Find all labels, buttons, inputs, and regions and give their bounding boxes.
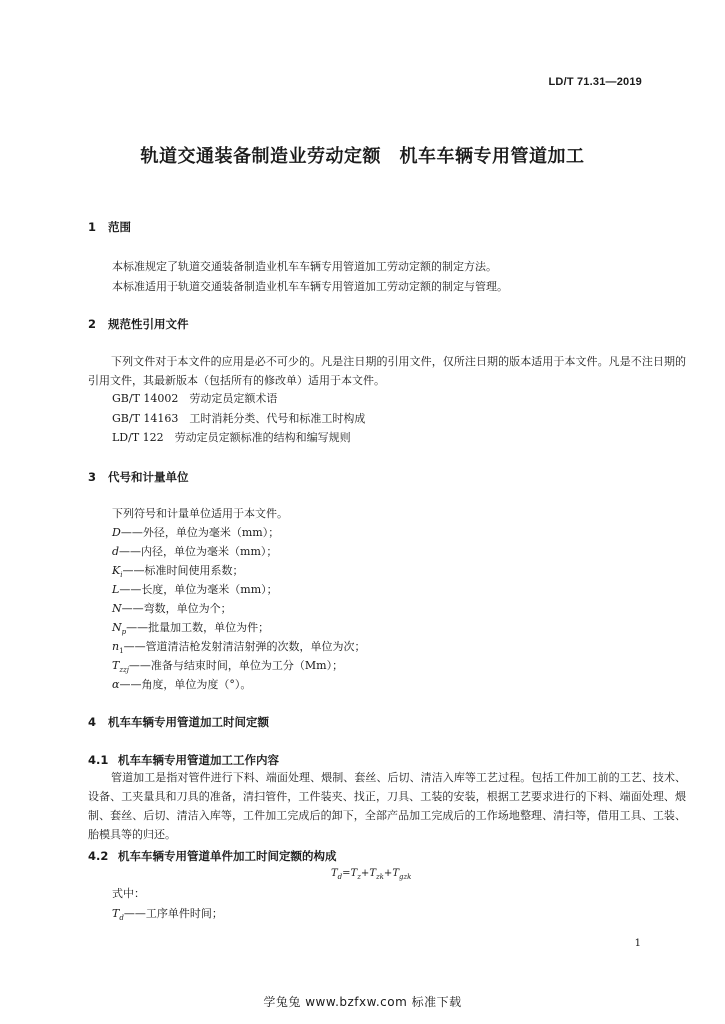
section-1-title: 范围 (108, 220, 131, 234)
symbol-subscript: i (120, 571, 123, 580)
formula-term: T (392, 868, 399, 879)
reference-item: LD/T 122 劳动定员定额标准的结构和编写规则 (112, 431, 351, 444)
symbol-desc: ——内径，单位为毫米（mm）； (119, 545, 278, 558)
symbol: d (112, 545, 120, 558)
symbol-desc: ——弯数，单位为个； (121, 602, 232, 615)
symbol-subscript: zzj (119, 666, 129, 675)
formula-term-sub: gzk (398, 873, 412, 881)
symbol: α (112, 678, 120, 691)
section-4-title: 机车车辆专用管道加工时间定额 (108, 715, 269, 729)
formula-definition (112, 905, 223, 927)
formula-term: T (369, 868, 376, 879)
symbol-desc: ——管道清洁枪发射清洁射弹的次数，单位为次； (123, 640, 366, 653)
symbol-desc: ——角度，单位为度（°）。 (119, 678, 252, 691)
footer-watermark: 学兔兔 www.bzfxw.com 标准下载 (263, 995, 462, 1009)
section-2-intro (88, 352, 686, 390)
formula-term: T (350, 868, 358, 879)
symbol-desc: ——标准时间使用系数； (122, 564, 244, 577)
formula (331, 868, 411, 881)
symbol: T (112, 907, 120, 920)
section-4-number: 4 (88, 715, 97, 729)
symbol: T (112, 659, 120, 672)
section-1-number: 1 (88, 220, 97, 234)
section-4-2-heading (88, 848, 337, 864)
section-4-1-body: 管道加工是指对管件进行下料、端面处理、煨制、套丝、后切、清洁入库等工艺过程。包括工件加工前的工艺、技术、设备、工夹量具和刀具的准备，清扫管件，工件装夹、找正，刀具、工装的安装，根据工艺要求进行的下料、端面处理、煨制、套丝、后切、清洁入库等，工件加工完成后的卸下，全部产品加工完成后的工作场地整理、清扫等，借用工具、工装、胎模具等的归还。 (88, 771, 686, 841)
section-4-1-heading (88, 752, 279, 768)
symbol: D (112, 526, 121, 539)
symbol-subscript: p (121, 628, 127, 637)
symbol-desc: ——工序单件时间； (123, 907, 223, 920)
symbol: N (112, 621, 122, 634)
section-4-2-title: 机车车辆专用管道单件加工时间定额的构成 (118, 849, 337, 863)
symbol-subscript: 1 (119, 647, 124, 656)
symbol-desc: ——长度，单位为毫米（mm）； (119, 583, 278, 596)
section-3-intro: 下列符号和计量单位适用于本文件。 (112, 507, 288, 520)
symbol-desc: ——准备与结束时间，单位为工分（Mm）； (128, 659, 344, 672)
symbol: L (112, 583, 120, 596)
symbol-definition (112, 676, 251, 693)
formula-where: 式中： (112, 887, 145, 900)
section-4-1-title: 机车车辆专用管道加工工作内容 (118, 753, 279, 767)
section-1-line-1: 本标准规定了轨道交通装备制造业机车车辆专用管道加工劳动定额的制定方法。 (112, 260, 497, 273)
symbol: K (112, 564, 121, 577)
symbol-definition (112, 543, 277, 560)
formula-lhs: T (331, 868, 338, 879)
section-1-heading (88, 219, 131, 235)
formula-term-sub: zk (375, 873, 384, 881)
section-2-intro-text: 下列文件对于本文件的应用是必不可少的。凡是注日期的引用文件，仅所注日期的版本适用于本文件。凡是不注日期的引用文件，其最新版本（包括所有的修改单）适用于本文件。 (88, 355, 686, 387)
page-number: 1 (634, 938, 641, 949)
standard-code: LD/T 71.31—2019 (548, 76, 642, 88)
section-4-1-text (88, 768, 686, 844)
symbol: n (112, 640, 120, 653)
symbol-definition (112, 524, 279, 541)
symbol-subscript: d (119, 914, 124, 923)
reference-item: GB/T 14002 劳动定员定额术语 (112, 392, 278, 405)
section-4-2-number: 4.2 (88, 849, 109, 863)
section-4-1-number: 4.1 (88, 753, 109, 767)
section-2-number: 2 (88, 317, 97, 331)
symbol-definition (112, 600, 232, 617)
section-2-heading (88, 316, 189, 332)
formula-eq: = (342, 868, 351, 879)
section-2-title: 规范性引用文件 (108, 317, 189, 331)
symbol-definition (112, 581, 278, 598)
document-title: 轨道交通装备制造业劳动定额 机车车辆专用管道加工 (140, 146, 585, 167)
section-3-heading (88, 469, 189, 485)
formula-plus: + (383, 868, 393, 879)
section-3-number: 3 (88, 470, 97, 484)
section-3-title: 代号和计量单位 (108, 470, 189, 484)
formula-lhs-sub: d (337, 873, 343, 881)
symbol-desc: ——批量加工数，单位为件； (126, 621, 270, 634)
section-1-line-2: 本标准适用于轨道交通装备制造业机车车辆专用管道加工劳动定额的制定与管理。 (112, 280, 508, 293)
formula-term-sub: z (357, 873, 361, 881)
formula-plus: + (360, 868, 370, 879)
section-4-heading (88, 714, 269, 730)
symbol-desc: ——外径，单位为毫米（mm）； (120, 526, 280, 539)
symbol: N (112, 602, 122, 615)
reference-item: GB/T 14163 工时消耗分类、代号和标准工时构成 (112, 412, 366, 425)
